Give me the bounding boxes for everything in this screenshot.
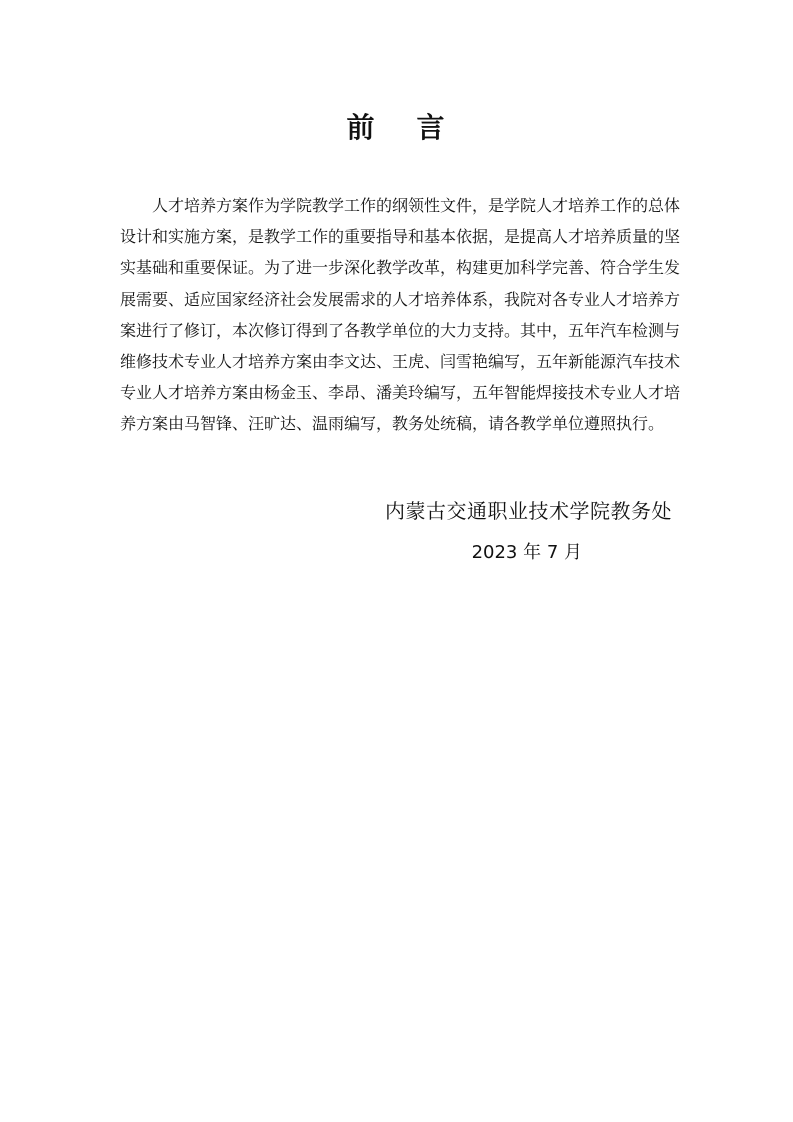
signature-org: 内蒙古交通职业技术学院教务处	[385, 499, 672, 523]
signature-date: 2023 年 7 月	[471, 542, 582, 563]
preface-paragraph: 人才培养方案作为学院教学工作的纲领性文件，是学院人才培养工作的总体设计和实施方案，是教学工作的重要指导和基本依据，是提高人才培养质量的坚实基础和重要保证。为了进一步深化教学改革，构建更加科学完善、符合学生发展需要、适应国家经济社会发展需求的人才培养体系，我院对各专业人才培养方案进行了修订，本次修订得到了各教学单位的大力支持。其中，五年汽车检测与维修技术专业人才培养方案由李文达、王虎、闫雪艳编写，五年新能源汽车技术专业人才培养方案由杨金玉、李昂、潘美玲编写，五年智能焊接技术专业人才培养方案由马智锋、汪旷达、温雨编写，教务处统稿，请各教学单位遵照执行。	[120, 196, 681, 434]
title-part-2: 言	[416, 111, 447, 144]
page-title	[0, 108, 793, 148]
title-part-1: 前	[346, 111, 377, 144]
